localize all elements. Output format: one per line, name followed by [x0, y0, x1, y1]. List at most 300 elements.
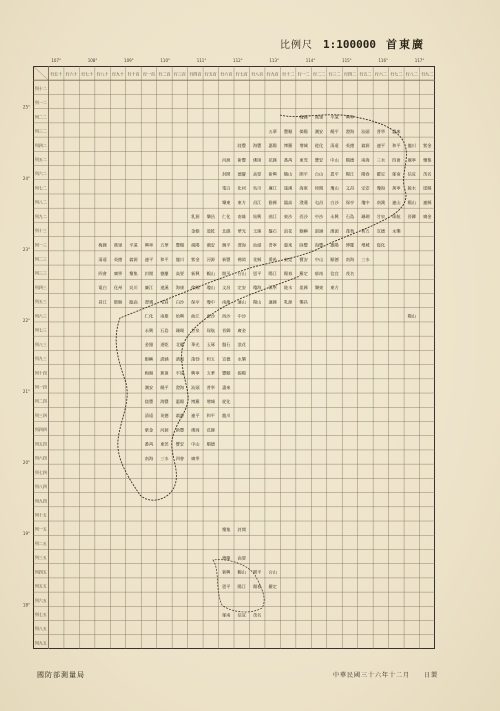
sheet-label: 仁化: [144, 313, 154, 319]
column-header: 行三百: [173, 71, 186, 77]
sheet-label: 海豐: [160, 399, 169, 405]
sheet-label: 汕頭: [252, 242, 262, 248]
sheet-label: 潮安: [144, 384, 154, 390]
sheet-label: 濱湄: [175, 356, 185, 362]
sheet-label: 陽江: [268, 271, 277, 277]
sheet-label: 盤石: [268, 228, 277, 234]
sheet-label: 興寧: [144, 242, 154, 248]
sheet-label: 中沙: [237, 313, 246, 319]
column-header: 行五百: [204, 71, 217, 77]
sheet-label: 廣金: [423, 214, 432, 220]
row-header: 列六二: [34, 171, 47, 177]
sheet-label: 英德: [345, 143, 355, 149]
column-header: 行六十: [65, 71, 78, 77]
sheet-label: 中山: [330, 157, 339, 163]
sheet-label: 番禺: [283, 157, 293, 163]
column-header: 行三二: [328, 71, 341, 77]
sheet-label: 郁南: [314, 271, 324, 277]
sheet-label: 信宜: [237, 612, 246, 618]
longitude-tick: 109°: [124, 58, 134, 63]
column-header: 行八十: [96, 71, 109, 77]
sheet-label: 五華: [206, 370, 216, 376]
sheet-label: 興寧: [191, 370, 200, 376]
sheet-label: 陽江: [345, 171, 355, 177]
sheet-label: 博羅: [283, 143, 293, 149]
row-header: 列五四: [34, 441, 47, 447]
row-header: 列一二: [34, 100, 47, 106]
column-header: 行六二: [374, 71, 387, 77]
column-header: 行七十: [81, 71, 94, 77]
sheet-label: 萬寧: [392, 185, 401, 191]
sheet-label: 封開: [237, 526, 246, 532]
longitude-tick: 110°: [160, 58, 171, 63]
sheet-label: 郁南: [222, 612, 231, 618]
sheet-label: 石島: [345, 214, 355, 220]
sheet-label: 銀嶼: [299, 228, 308, 234]
sheet-label: 南澳: [376, 199, 386, 205]
sheet-label: 化州: [113, 285, 123, 291]
sheet-label: 信宜: [407, 171, 417, 177]
sheet-label: 新豐: [222, 256, 231, 262]
sheet-label: 揭陽: [237, 370, 246, 376]
scale-label: 比例尺: [280, 40, 313, 51]
sheet-label: 白沙: [175, 299, 185, 305]
row-header: 列一四: [34, 384, 47, 390]
region-title: 首東廣: [385, 38, 425, 51]
latitude-tick: 18°: [22, 602, 30, 608]
row-header: 列三五: [34, 555, 47, 561]
row-header: 列三四: [34, 412, 47, 418]
sheet-label: 華光: [237, 228, 246, 234]
sheet-label: 梅縣: [98, 242, 107, 248]
sheet-label: 樂昌: [206, 214, 216, 220]
sheet-label: 廣寧: [113, 271, 123, 277]
longitude-tick: 111°: [196, 58, 207, 63]
column-header: 行四二: [343, 71, 356, 77]
sheet-label: 順德: [206, 441, 216, 447]
sheet-label: 汕頭: [191, 384, 200, 390]
sheet-label: 封開: [144, 271, 154, 277]
column-header: 行九百: [266, 71, 279, 77]
sheet-label: 瓊山: [206, 285, 216, 291]
sheet-label: 茂名: [252, 612, 262, 618]
sheet-label: 東方: [237, 199, 246, 205]
sheet-label: 澄海: [237, 242, 246, 248]
row-header: 列四四: [34, 427, 47, 433]
sheet-label: 臨高: [129, 299, 138, 305]
sheet-label: 河源: [206, 256, 216, 262]
row-header: 列四三: [34, 284, 47, 290]
row-header: 列七二: [34, 185, 47, 191]
column-header: 行十百: [127, 71, 140, 77]
sheet-label: 新豐: [175, 427, 185, 433]
sheet-label: 琛航: [206, 327, 216, 333]
sheet-label: 豐順: [222, 370, 231, 376]
sheet-label: 羅定: [299, 271, 308, 277]
sheet-label: 普寧: [376, 128, 386, 134]
sheet-label: 樂東: [222, 199, 231, 205]
sheet-label: 潮安: [206, 242, 216, 248]
row-header: 列八二: [34, 199, 47, 205]
sheet-label: 梅縣: [144, 370, 154, 376]
publisher-label: 國防部測量局: [37, 671, 85, 679]
sheet-label: 盤石: [222, 342, 231, 348]
column-header: 行五二: [359, 71, 372, 77]
latitude-tick: 21°: [22, 389, 30, 395]
sheet-label: 羅定: [376, 171, 386, 177]
sheet-label: 萬寧: [268, 285, 277, 291]
sheet-label: 連山: [392, 199, 401, 205]
sheet-label: 龍川: [175, 256, 185, 262]
sheet-label: 臨高: [283, 199, 293, 205]
sheet-label: 海康: [175, 285, 185, 291]
sheet-label: 紫金: [144, 427, 154, 433]
row-header: 列九三: [34, 356, 47, 362]
sheet-label: 澄海: [345, 128, 355, 134]
sheet-label: 南雄: [237, 214, 246, 220]
sheet-label: 恩平: [330, 171, 339, 177]
edition-label: 日製: [424, 672, 439, 679]
sheet-label: 廣寧: [191, 455, 200, 461]
sheet-label: 連縣: [423, 199, 432, 205]
sheet-label: 信宜: [330, 271, 339, 277]
row-header: 列三三: [34, 270, 47, 276]
sheet-label: 懷集: [222, 526, 231, 532]
sheet-label: 廣金: [237, 327, 246, 333]
sheet-label: 澄邁: [299, 199, 308, 205]
sheet-label: 龍川: [222, 413, 231, 419]
latitude-tick: 22°: [22, 317, 30, 323]
sheet-label: 花縣: [252, 256, 262, 262]
sheet-label: 茂名: [423, 171, 432, 177]
row-header: 列九二: [34, 213, 47, 219]
sheet-label: 英德: [160, 413, 169, 419]
sheet-label: 惠陽: [330, 242, 339, 248]
sheet-label: 潮安: [314, 128, 324, 134]
sheet-label: 屯昌: [160, 299, 169, 305]
sheet-label: 西沙: [299, 214, 308, 220]
sheet-label: 清遠: [330, 143, 339, 149]
longitude-tick: 107°: [51, 58, 62, 63]
sheet-label: 陽春: [283, 271, 293, 277]
sheet-label: 廣寧: [407, 157, 417, 163]
sheet-label: 崖縣: [299, 285, 308, 291]
row-header: 列十三: [34, 228, 47, 234]
sheet-label: 浪花: [237, 342, 246, 348]
sheet-label: 化州: [237, 185, 246, 191]
sheet-label: 鶴山: [283, 171, 293, 177]
column-header: 行九十: [112, 71, 125, 77]
sheet-label: 吳川: [252, 185, 262, 191]
sheet-label: 金銀: [191, 228, 200, 234]
latitude-tick: 25°: [22, 104, 30, 110]
sheet-label: 惠陽: [175, 399, 185, 405]
sheet-label: 陵水: [407, 185, 417, 191]
sheet-label: 南海: [361, 157, 370, 163]
sheet-label: 汕頭: [361, 128, 370, 134]
sheet-label: 永興: [144, 327, 154, 333]
sheet-label: 從化: [314, 143, 324, 149]
sheet-label: 乳源: [283, 299, 293, 305]
row-header: 列一三: [34, 242, 47, 248]
sheet-label: 花縣: [268, 157, 277, 163]
sheet-label: 平遠: [330, 114, 339, 120]
sheet-label: 增城: [206, 399, 216, 405]
sheet-label: 龍川: [407, 143, 417, 149]
sheet-label: 陸豐: [237, 143, 246, 149]
sheet-label: 東莞: [299, 157, 308, 163]
sheet-label: 惠來: [222, 384, 231, 390]
sheet-label: 北礁: [222, 228, 231, 234]
sheet-label: 高要: [175, 271, 185, 277]
sheet-label: 花縣: [206, 427, 216, 433]
sheet-label: 揭陽: [191, 242, 200, 248]
row-header: 列十四: [34, 370, 47, 376]
sheet-label: 清遠: [144, 413, 154, 419]
row-header: 列一五: [34, 526, 47, 532]
column-header: 行二二: [313, 71, 326, 77]
sheet-label: 永樂: [237, 356, 246, 362]
sheet-label: 瓊山: [330, 185, 339, 191]
sheet-label: 普寧: [268, 242, 277, 248]
sheet-label: 陵水: [283, 285, 293, 291]
row-header: 列八三: [34, 341, 47, 347]
sheet-label: 紫金: [423, 143, 432, 149]
sheet-label: 增城: [361, 242, 370, 248]
sheet-label: 順德: [345, 157, 355, 163]
row-header: 列六三: [34, 313, 47, 319]
sheet-label: 茂名: [345, 271, 355, 277]
sheet-label: 蕉嶺: [113, 242, 123, 248]
sheet-label: 連平: [144, 256, 154, 262]
sheet-label: 三水: [160, 455, 169, 461]
latitude-tick: 23°: [22, 246, 30, 252]
sheet-label: 陽江: [237, 583, 246, 589]
sheet-label: 屯昌: [314, 199, 324, 205]
sheet-label: 寶安: [175, 441, 185, 447]
sheet-label: 東沙: [206, 313, 216, 319]
sheet-label: 陸豐: [299, 242, 308, 248]
sheet-label: 台山: [268, 569, 277, 575]
column-header: 行一二: [297, 71, 310, 77]
sheet-label: 琛航: [392, 214, 401, 220]
sheet-label: 和五: [206, 356, 216, 362]
sheet-label: 南海: [144, 455, 154, 461]
sheet-label: 南雄: [160, 313, 169, 319]
sheet-label: 開平: [222, 271, 231, 277]
row-header: 列六四: [34, 455, 47, 461]
sheet-label: 惠陽: [268, 143, 277, 149]
sheet-label: 道乾: [206, 228, 216, 234]
sheet-label: 和平: [392, 143, 401, 149]
row-header: 列八五: [34, 626, 47, 632]
row-header: 列七三: [34, 327, 47, 333]
column-header: 行四百: [189, 71, 202, 77]
sheet-label: 五華: [160, 242, 169, 248]
sheet-label: 順德: [330, 256, 339, 262]
sheet-label: 曲江: [268, 214, 277, 220]
sheet-label: 連縣: [268, 299, 277, 305]
sheet-label: 新興: [222, 569, 231, 575]
column-header: 行五十: [50, 71, 63, 77]
scale-value: 1:100000: [323, 38, 376, 51]
sheet-label: 從化: [222, 399, 231, 405]
sheet-label: 遂溪: [160, 285, 169, 291]
sheet-label: 四會: [98, 271, 107, 277]
column-header: 行七百: [235, 71, 248, 77]
sheet-label: 樂東: [314, 285, 324, 291]
sheet-label: 東莞: [160, 441, 169, 447]
sheet-label: 蓬勃: [345, 228, 355, 234]
sheet-label: 五華: [268, 128, 277, 134]
sheet-label: 昌江: [98, 299, 107, 305]
sheet-label: 南澳: [222, 299, 231, 305]
sheet-label: 梅縣: [299, 114, 308, 120]
sheet-label: 陽春: [252, 583, 262, 589]
sheet-label: 和平: [160, 256, 169, 262]
sheet-label: 紫金: [191, 256, 200, 262]
sheet-label: 恩平: [222, 583, 231, 589]
sheet-label: 河源: [160, 427, 169, 433]
sheet-label: 博羅: [191, 399, 200, 405]
sheet-label: 陸豐: [144, 399, 154, 405]
sheet-label: 恩平: [252, 271, 262, 277]
sheet-label: 平遠: [129, 242, 138, 248]
sheet-label: 永興: [330, 214, 339, 220]
row-header: 列二二: [34, 114, 47, 120]
sheet-label: 華光: [191, 342, 200, 348]
sheet-label: 三水: [361, 256, 370, 262]
row-header: 列五二: [34, 156, 47, 162]
sheet-label: 瓊海: [252, 285, 262, 291]
sheet-label: 懷集: [129, 271, 138, 277]
sheet-label: 和平: [206, 413, 216, 419]
sheet-label: 電白: [98, 285, 107, 291]
sheet-label: 宣德: [376, 228, 386, 234]
sheet-label: 甘泉: [376, 214, 386, 220]
column-header: 行八百: [251, 71, 264, 77]
sheet-label: 道乾: [160, 342, 169, 348]
sheet-label: 徐聞: [191, 285, 200, 291]
sheet-label: 昌江: [252, 199, 262, 205]
sheet-label: 儋縣: [268, 199, 277, 205]
sheet-label: 翁源: [175, 413, 185, 419]
sheet-label: 台山: [314, 171, 324, 177]
sheet-label: 文昌: [222, 285, 231, 291]
sheet-label: 陽山: [407, 199, 417, 205]
publication-date: 中華民國三十六年十二月: [333, 672, 411, 679]
sheet-label: 三水: [376, 157, 386, 163]
row-header: 列二三: [34, 256, 47, 262]
row-header: 列二五: [34, 540, 47, 546]
footer-date-block: [333, 670, 438, 679]
sheet-label: 廉江: [268, 185, 277, 191]
longitude-tick: 116°: [378, 58, 389, 63]
sheet-label: 普寧: [206, 384, 216, 390]
sheet-label: 四會: [392, 157, 401, 163]
sheet-label: 東沙: [283, 214, 293, 220]
sheet-label: 清遠: [98, 256, 107, 262]
sheet-label: 興寧: [345, 114, 355, 120]
sheet-label: 新興: [268, 171, 277, 177]
sheet-label: 四會: [175, 455, 185, 461]
sheet-label: 始興: [252, 214, 262, 220]
sheet-label: 新豐: [237, 157, 246, 163]
sheet-label: 懷集: [423, 157, 432, 163]
sheet-label: 保亭: [345, 199, 355, 205]
sheet-label: 晉卿: [222, 327, 231, 333]
sheet-label: 電白: [222, 185, 231, 191]
column-header: 行二百: [158, 71, 171, 77]
sheet-label: 德慶: [222, 555, 231, 561]
sheet-label: 東方: [330, 285, 339, 291]
sheet-label: 從化: [376, 242, 386, 248]
sheet-label: 白沙: [330, 199, 339, 205]
longitude-tick: 114°: [305, 58, 316, 63]
row-header: 列九四: [34, 498, 47, 504]
sheet-label: 金銀: [144, 342, 154, 348]
row-header: 列四五: [34, 569, 47, 575]
sheet-label: 湛涵: [160, 356, 169, 362]
sheet-label: 德慶: [160, 271, 169, 277]
sheet-label: 乳源: [191, 214, 200, 220]
sheet-label: 英德: [113, 256, 123, 262]
latitude-tick: 19°: [22, 531, 30, 537]
sheet-label: 鶴山: [206, 271, 216, 277]
row-header: 列十五: [34, 512, 47, 518]
sheet-label: 台山: [237, 271, 246, 277]
sheet-label: 永樂: [392, 228, 401, 234]
sheet-label: 澄海: [175, 384, 185, 390]
sheet-label: 和五: [361, 228, 370, 234]
longitude-tick: 108°: [87, 58, 98, 63]
sheet-label: 豐順: [175, 242, 185, 248]
sheet-label: 澄邁: [144, 299, 154, 305]
sheet-label: 新興: [191, 271, 200, 277]
sheet-label: 瓊海: [376, 185, 386, 191]
sheet-label: 北礁: [175, 342, 185, 348]
sheet-label: 翁源: [361, 143, 370, 149]
sheet-label: 連山: [237, 299, 246, 305]
sheet-label: 吳川: [129, 285, 138, 291]
sheet-label: 豐順: [283, 128, 293, 134]
sheet-label: 廉江: [144, 285, 154, 291]
row-header: 列三二: [34, 128, 47, 134]
latitude-tick: 20°: [22, 460, 30, 466]
sheet-label: 高要: [237, 555, 246, 561]
sheet-label: 寶安: [299, 256, 308, 262]
sheet-label: 玉琢: [206, 342, 216, 348]
sheet-label: 保亭: [191, 299, 200, 305]
sheet-label: 番禺: [144, 441, 154, 447]
sheet-label: 西沙: [222, 313, 231, 319]
sheet-label: 德慶: [237, 171, 246, 177]
sheet-label: 東莞: [283, 256, 293, 262]
column-header: 行六百: [220, 71, 233, 77]
row-header: 列五三: [34, 299, 47, 305]
sheet-label: 曲江: [191, 313, 200, 319]
sheet-label: 瓊中: [361, 199, 370, 205]
sheet-label: 陽山: [407, 313, 417, 319]
row-header: 列六五: [34, 597, 47, 603]
row-header: 列九五: [34, 640, 47, 646]
sheet-label: 定安: [237, 285, 246, 291]
sheet-label: 寶安: [314, 157, 324, 163]
sheet-label: 鶴山: [237, 569, 246, 575]
row-header: 列八四: [34, 484, 47, 490]
sheet-label: 饒平: [222, 242, 231, 248]
row-header: 列二四: [34, 398, 47, 404]
